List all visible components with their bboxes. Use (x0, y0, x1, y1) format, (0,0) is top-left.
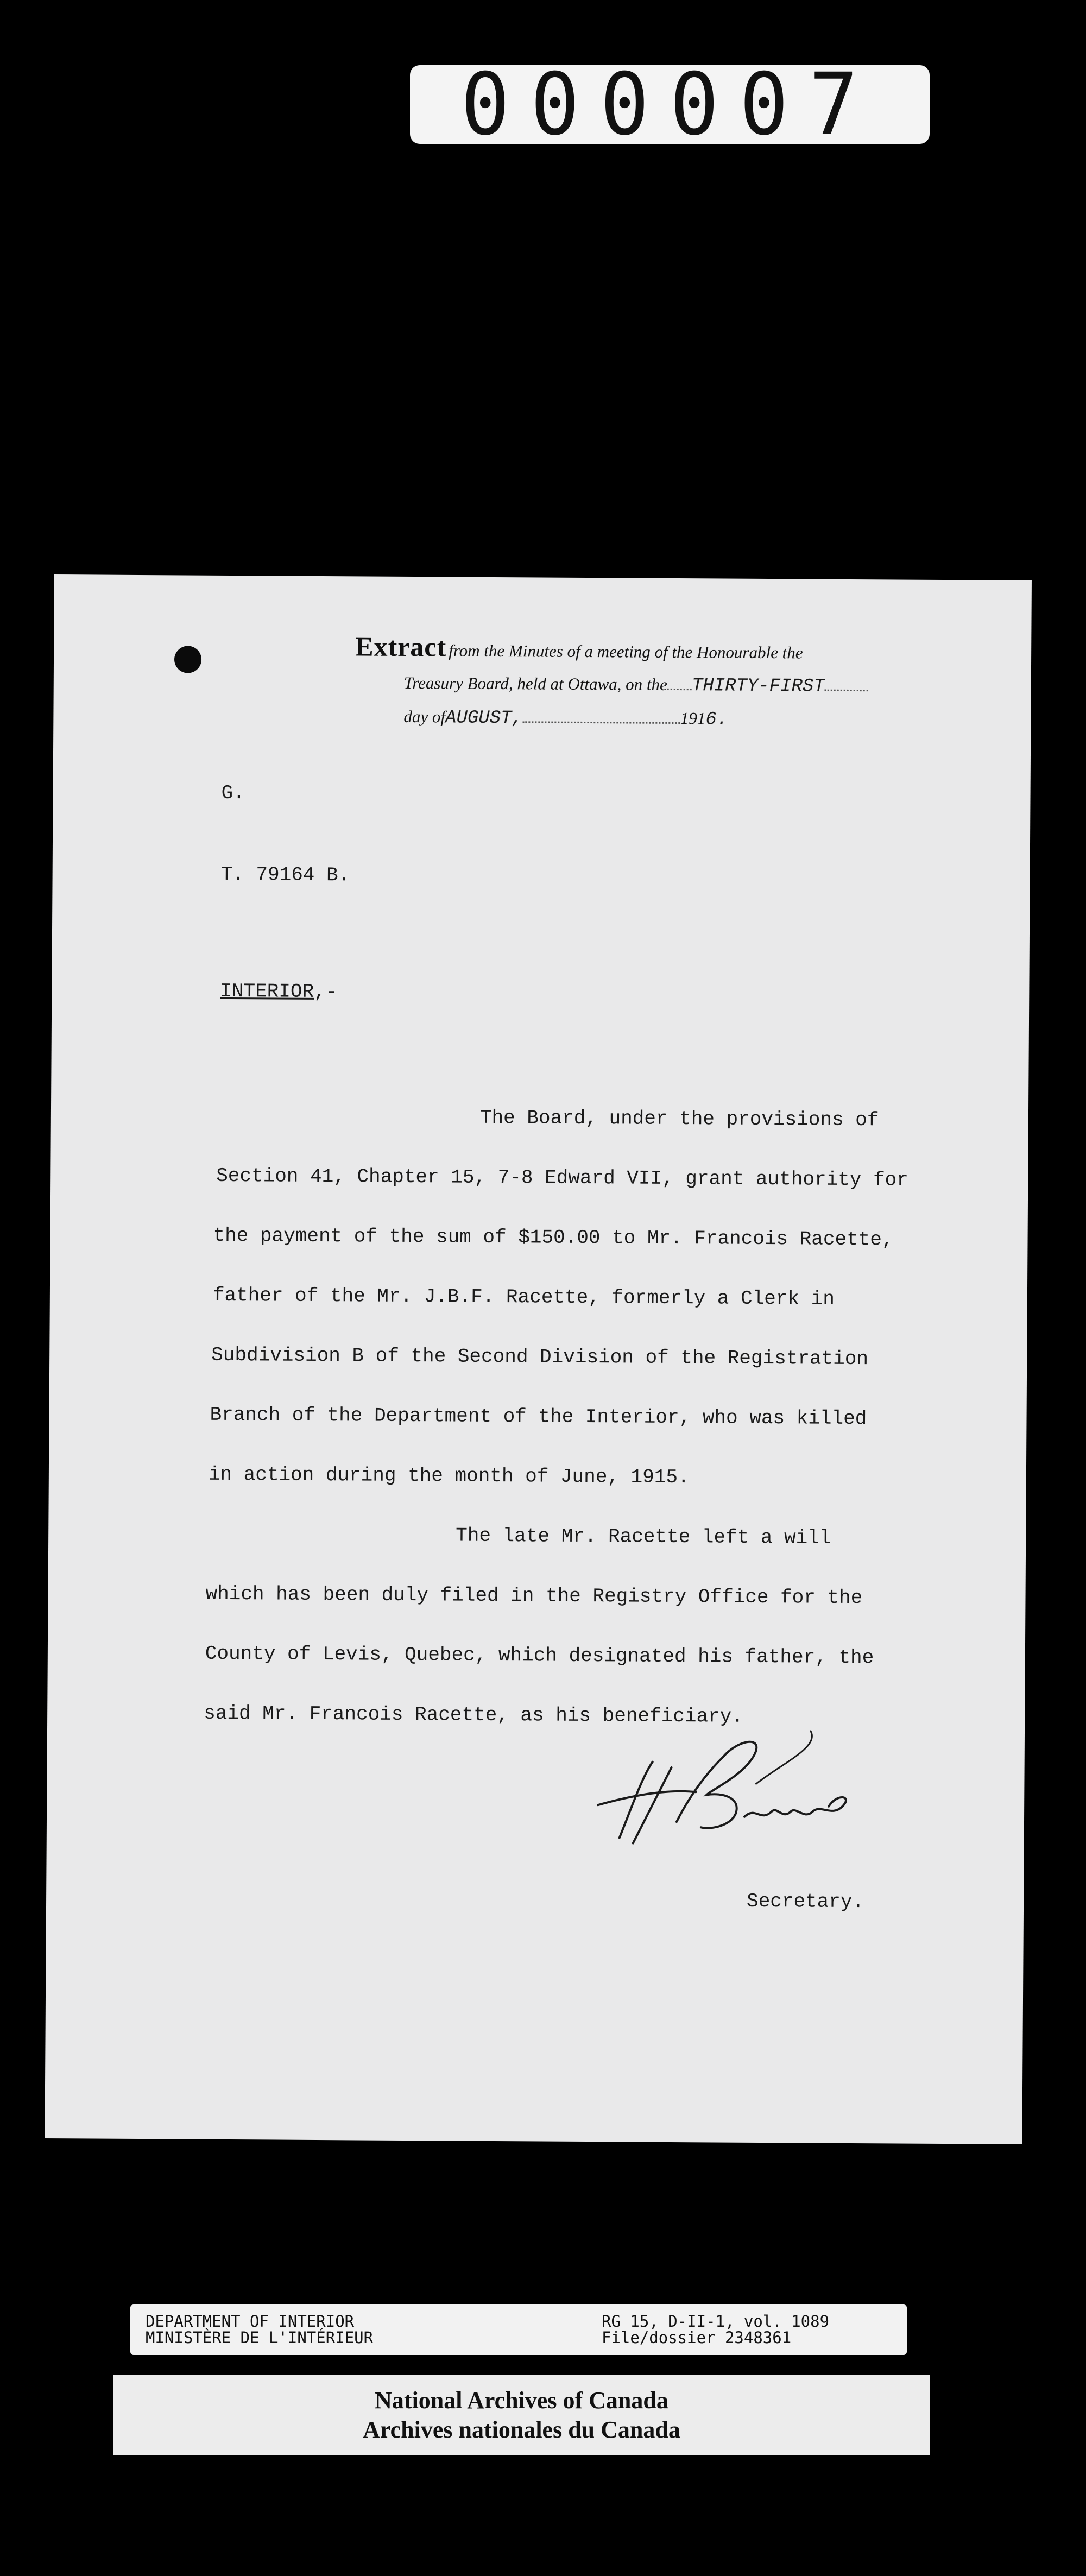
archive-reference-label (130, 2304, 907, 2355)
body-line-2: Section 41, Chapter 15, 7-8 Edward VII, grant authority for (216, 1164, 908, 1191)
body-line-8: The late Mr. Racette left a will (456, 1524, 831, 1549)
archive-name-french: Archives nationales du Canada (363, 2416, 680, 2443)
file-number: File/dossier 2348361 (602, 2328, 792, 2347)
body-line-5: Subdivision B of the Second Division of the Registration (211, 1343, 869, 1371)
body-line-4: father of the Mr. J.B.F. Racette, formerly a Clerk in (212, 1284, 835, 1310)
body-line-3: the payment of the sum of $150.00 to Mr. Francois Racette, (213, 1224, 894, 1251)
body-line-6: Branch of the Department of the Interior, who was killed (210, 1403, 867, 1430)
header-text-1: from the Minutes of a meeting of the Honourable the (449, 641, 803, 662)
document-page (45, 574, 1032, 2144)
record-group: RG 15, D-II-1, vol. 1089 (602, 2312, 830, 2331)
header-line-3 (403, 707, 728, 730)
archive-name-english: National Archives of Canada (375, 2387, 668, 2414)
header-line-2 (404, 673, 868, 697)
body-line-7: in action during the month of June, 1915. (208, 1463, 690, 1489)
signature-title: Secretary. (746, 1890, 864, 1914)
department-heading (220, 980, 337, 1003)
frame-number-label (410, 55, 930, 154)
year-prefix: 191 (680, 709, 706, 728)
year-suffix: 6. (705, 709, 728, 730)
department-english: DEPARTMENT OF INTERIOR (146, 2312, 355, 2331)
punch-hole (174, 646, 201, 673)
department-heading-suffix: ,- (314, 980, 338, 1003)
department-heading-word: INTERIOR (220, 980, 314, 1003)
extract-title: Extract (355, 631, 447, 662)
header-text-3: day of (403, 706, 446, 727)
meeting-day: THIRTY-FIRST (691, 675, 825, 697)
header-line-1 (355, 630, 803, 665)
meeting-month: AUGUST, (445, 708, 523, 729)
code-g: G. (221, 781, 245, 805)
archive-footer (113, 2375, 930, 2455)
frame-number: 000007 (460, 55, 879, 154)
body-line-10: County of Levis, Quebec, which designated his father, the (205, 1642, 874, 1669)
secretary-signature (582, 1729, 864, 1855)
reference-number: T. 79164 B. (220, 863, 350, 887)
department-french: MINISTÈRE DE L'INTÉRIEUR (146, 2328, 374, 2347)
header-text-2: Treasury Board, held at Ottawa, on the (403, 673, 667, 694)
body-line-11: said Mr. Francois Racette, as his beneficiary. (204, 1702, 744, 1728)
body-line-9: which has been duly filed in the Registry Office for the (205, 1582, 863, 1609)
body-line-1: The Board, under the provisions of (479, 1106, 879, 1132)
